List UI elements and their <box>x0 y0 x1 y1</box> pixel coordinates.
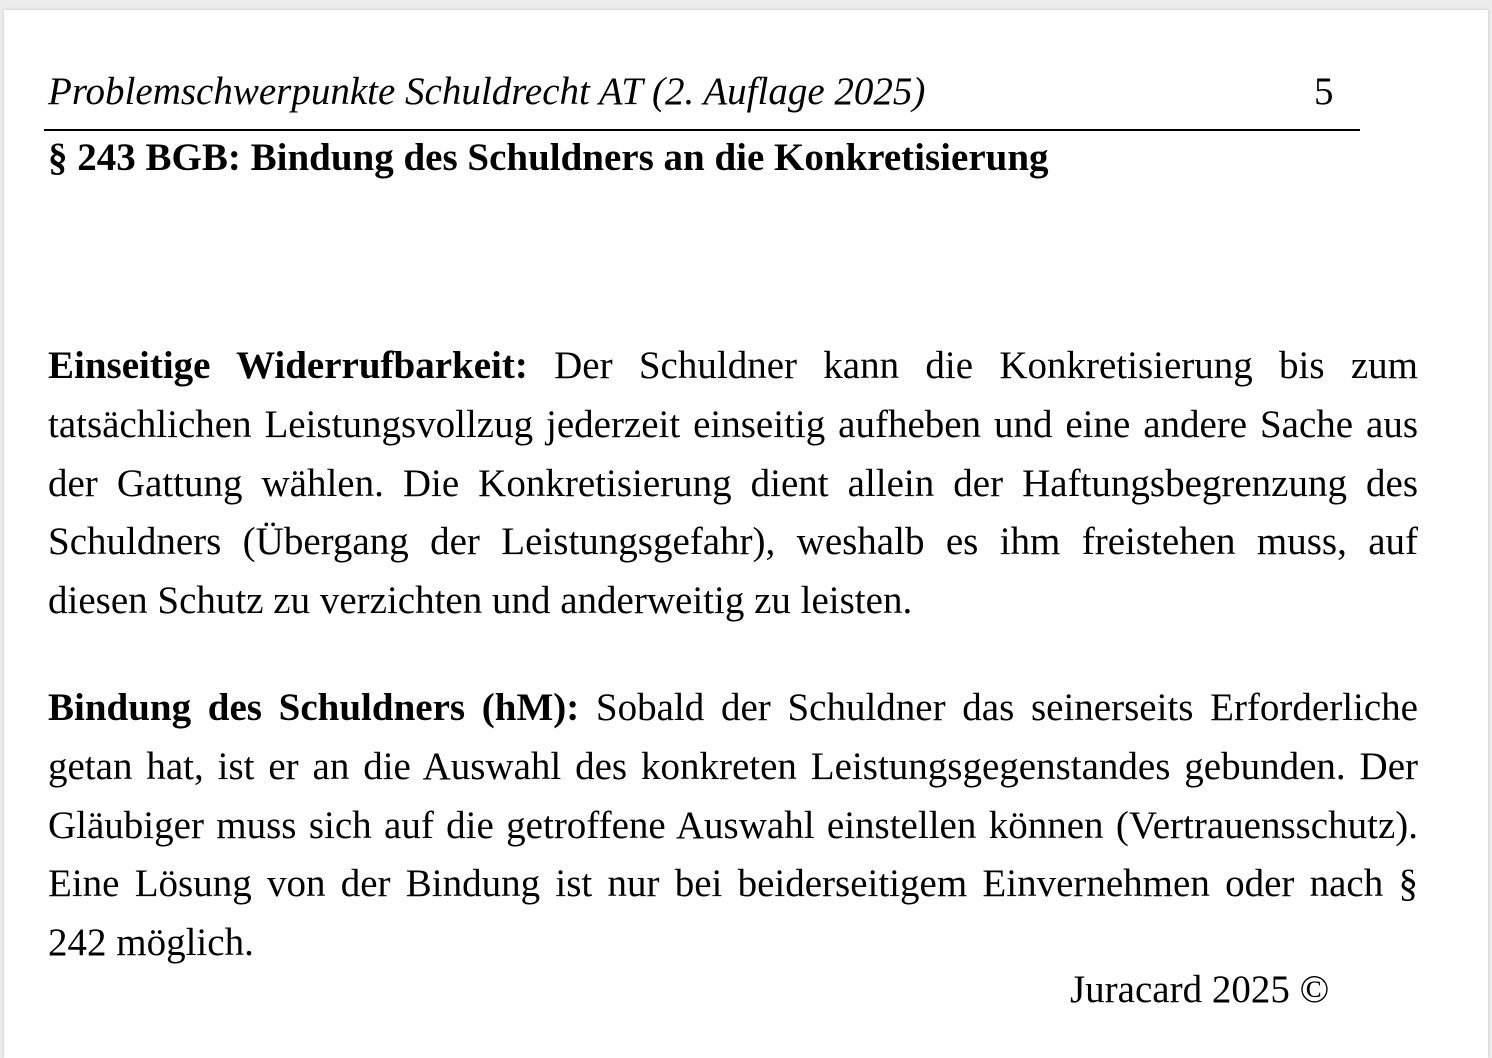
paragraph-body: Der Schuldner kann die Konkretisierung bis zum tatsächlichen Leistungsvollzug jederzeit einseitig aufheben und eine andere Sache aus der Gattung wählen. Die Konkretisierung dient allein der Haftungsbegrenzung des Schuldners (Übergang der Leistungsgefahr), weshalb es ihm freistehen muss, auf diesen Schutz zu verzichten und anderweitig zu leisten. <box>48 344 1419 623</box>
document-page <box>4 10 1488 1058</box>
header-rule <box>44 129 1360 131</box>
copyright-footer: Juracard 2025 © <box>1070 968 1330 1011</box>
card-title: § 243 BGB: Bindung des Schuldners an die Konkretisierung <box>48 136 1049 179</box>
paragraph-body: Sobald der Schuldner das seinerseits Erforderliche getan hat, ist er an die Auswahl des konkreten Leistungsgegenstandes gebunden. Der Gläubiger muss sich auf die getroffene Auswahl einstellen können (Vertrauensschutz). Eine Lösung von der Bindung ist nur bei beiderseitigem Einvernehmen oder nach § 242 möglich. <box>48 686 1418 965</box>
paragraph-debtor-binding <box>48 679 1418 973</box>
paragraph-lead: Bindung des Schuldners (hM): <box>48 686 580 729</box>
paragraph-unilateral-revocability <box>48 337 1418 631</box>
paragraph-lead: Einseitige Widerrufbarkeit: <box>48 344 528 387</box>
running-title: Problemschwerpunkte Schuldrecht AT (2. Auflage 2025) <box>48 70 926 113</box>
page-number: 5 <box>1314 70 1334 113</box>
